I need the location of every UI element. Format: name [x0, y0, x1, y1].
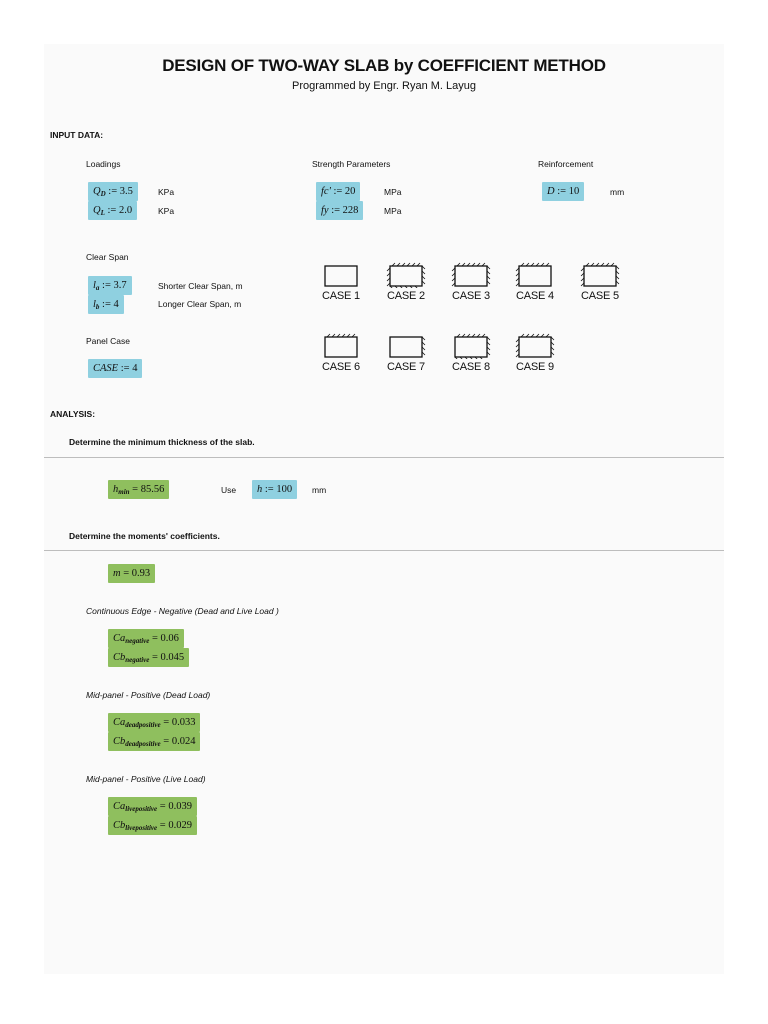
d-unit: mm [610, 187, 625, 197]
negative-label: Continuous Edge - Negative (Dead and Live Load ) [86, 606, 279, 616]
panel-case-3-icon [449, 262, 493, 288]
panel-case-8-icon [449, 333, 493, 359]
case-2-label: CASE 2 [387, 290, 425, 302]
ca-deadpositive-result: $Ca_{deadpositive} = 0.033$ [108, 713, 200, 732]
case-9-label: CASE 9 [516, 361, 554, 373]
case-6-diagram [315, 333, 367, 373]
panel-case-1-icon [321, 262, 361, 288]
ca-negative-result: $Ca_{negative} = 0.06$ [108, 629, 184, 648]
case-input[interactable]: CASE := 4 [88, 359, 142, 378]
d-input[interactable]: D := 10 [542, 182, 584, 201]
hmin-result: $h_{min} = 85.56$ [108, 480, 169, 499]
input-heading: INPUT DATA: [50, 130, 104, 140]
strength-label: Strength Parameters [312, 159, 391, 169]
lb-input[interactable]: $l_b$ := 4 [88, 295, 124, 314]
divider [44, 550, 724, 551]
case-7-label: CASE 7 [387, 361, 425, 373]
divider [44, 457, 724, 458]
fc-unit: MPa [384, 187, 402, 197]
panel-case-5-icon [578, 262, 622, 288]
case-3-diagram [445, 262, 497, 302]
coefficients-label: Determine the moments' coefficients. [69, 531, 220, 541]
case-2-diagram [380, 262, 432, 302]
h-input[interactable]: h := 100 [252, 480, 297, 499]
fc-input[interactable]: fc' := 20 [316, 182, 360, 201]
case-9-diagram [509, 333, 561, 373]
panel-case-7-icon [384, 333, 428, 359]
case-5-diagram [574, 262, 626, 302]
panel-case-2-icon [384, 262, 428, 288]
qd-unit: KPa [158, 187, 175, 197]
fy-input[interactable]: fy := 228 [316, 201, 363, 220]
case-1-label: CASE 1 [322, 290, 360, 302]
case-5-label: CASE 5 [581, 290, 619, 302]
case-1-diagram [315, 262, 367, 302]
panel-case-4-icon [513, 262, 557, 288]
ca-livepositive-result: $Ca_{livepositive} = 0.039$ [108, 797, 197, 816]
lb-desc: Longer Clear Span, m [158, 299, 242, 309]
thickness-label: Determine the minimum thickness of the slab. [69, 437, 255, 447]
ql-input[interactable]: $Q_L$ := 2.0 [88, 201, 137, 220]
h-unit: mm [312, 485, 327, 495]
span-label: Clear Span [86, 252, 129, 262]
cb-livepositive-result: $Cb_{livepositive} = 0.029$ [108, 816, 197, 835]
case-6-label: CASE 6 [322, 361, 360, 373]
panel-case-6-icon [319, 333, 363, 359]
use-label: Use [221, 485, 237, 495]
case-7-diagram [380, 333, 432, 373]
case-3-label: CASE 3 [452, 290, 490, 302]
case-4-label: CASE 4 [516, 290, 554, 302]
page-title: DESIGN OF TWO-WAY SLAB by COEFFICIENT METHOD [162, 56, 606, 75]
reinforcement-label: Reinforcement [538, 159, 594, 169]
page-subtitle: Programmed by Engr. Ryan M. Layug [291, 80, 477, 92]
la-desc: Shorter Clear Span, m [158, 281, 243, 291]
qd-input[interactable]: $Q_D$ := 3.5 [88, 182, 138, 201]
loadings-label: Loadings [86, 159, 121, 169]
case-4-diagram [509, 262, 561, 302]
m-result: m = 0.93 [108, 564, 155, 583]
cb-negative-result: $Cb_{negative} = 0.045$ [108, 648, 189, 667]
la-input[interactable]: $l_a$ := 3.7 [88, 276, 132, 295]
case-8-label: CASE 8 [452, 361, 490, 373]
ql-unit: KPa [158, 206, 175, 216]
live-positive-label: Mid-panel - Positive (Live Load) [86, 774, 206, 784]
analysis-heading: ANALYSIS: [50, 409, 96, 419]
panel-label: Panel Case [86, 336, 130, 346]
case-8-diagram [445, 333, 497, 373]
dead-positive-label: Mid-panel - Positive (Dead Load) [86, 690, 211, 700]
cb-deadpositive-result: $Cb_{deadpositive} = 0.024$ [108, 732, 200, 751]
fy-unit: MPa [384, 206, 402, 216]
panel-case-9-icon [513, 333, 557, 359]
